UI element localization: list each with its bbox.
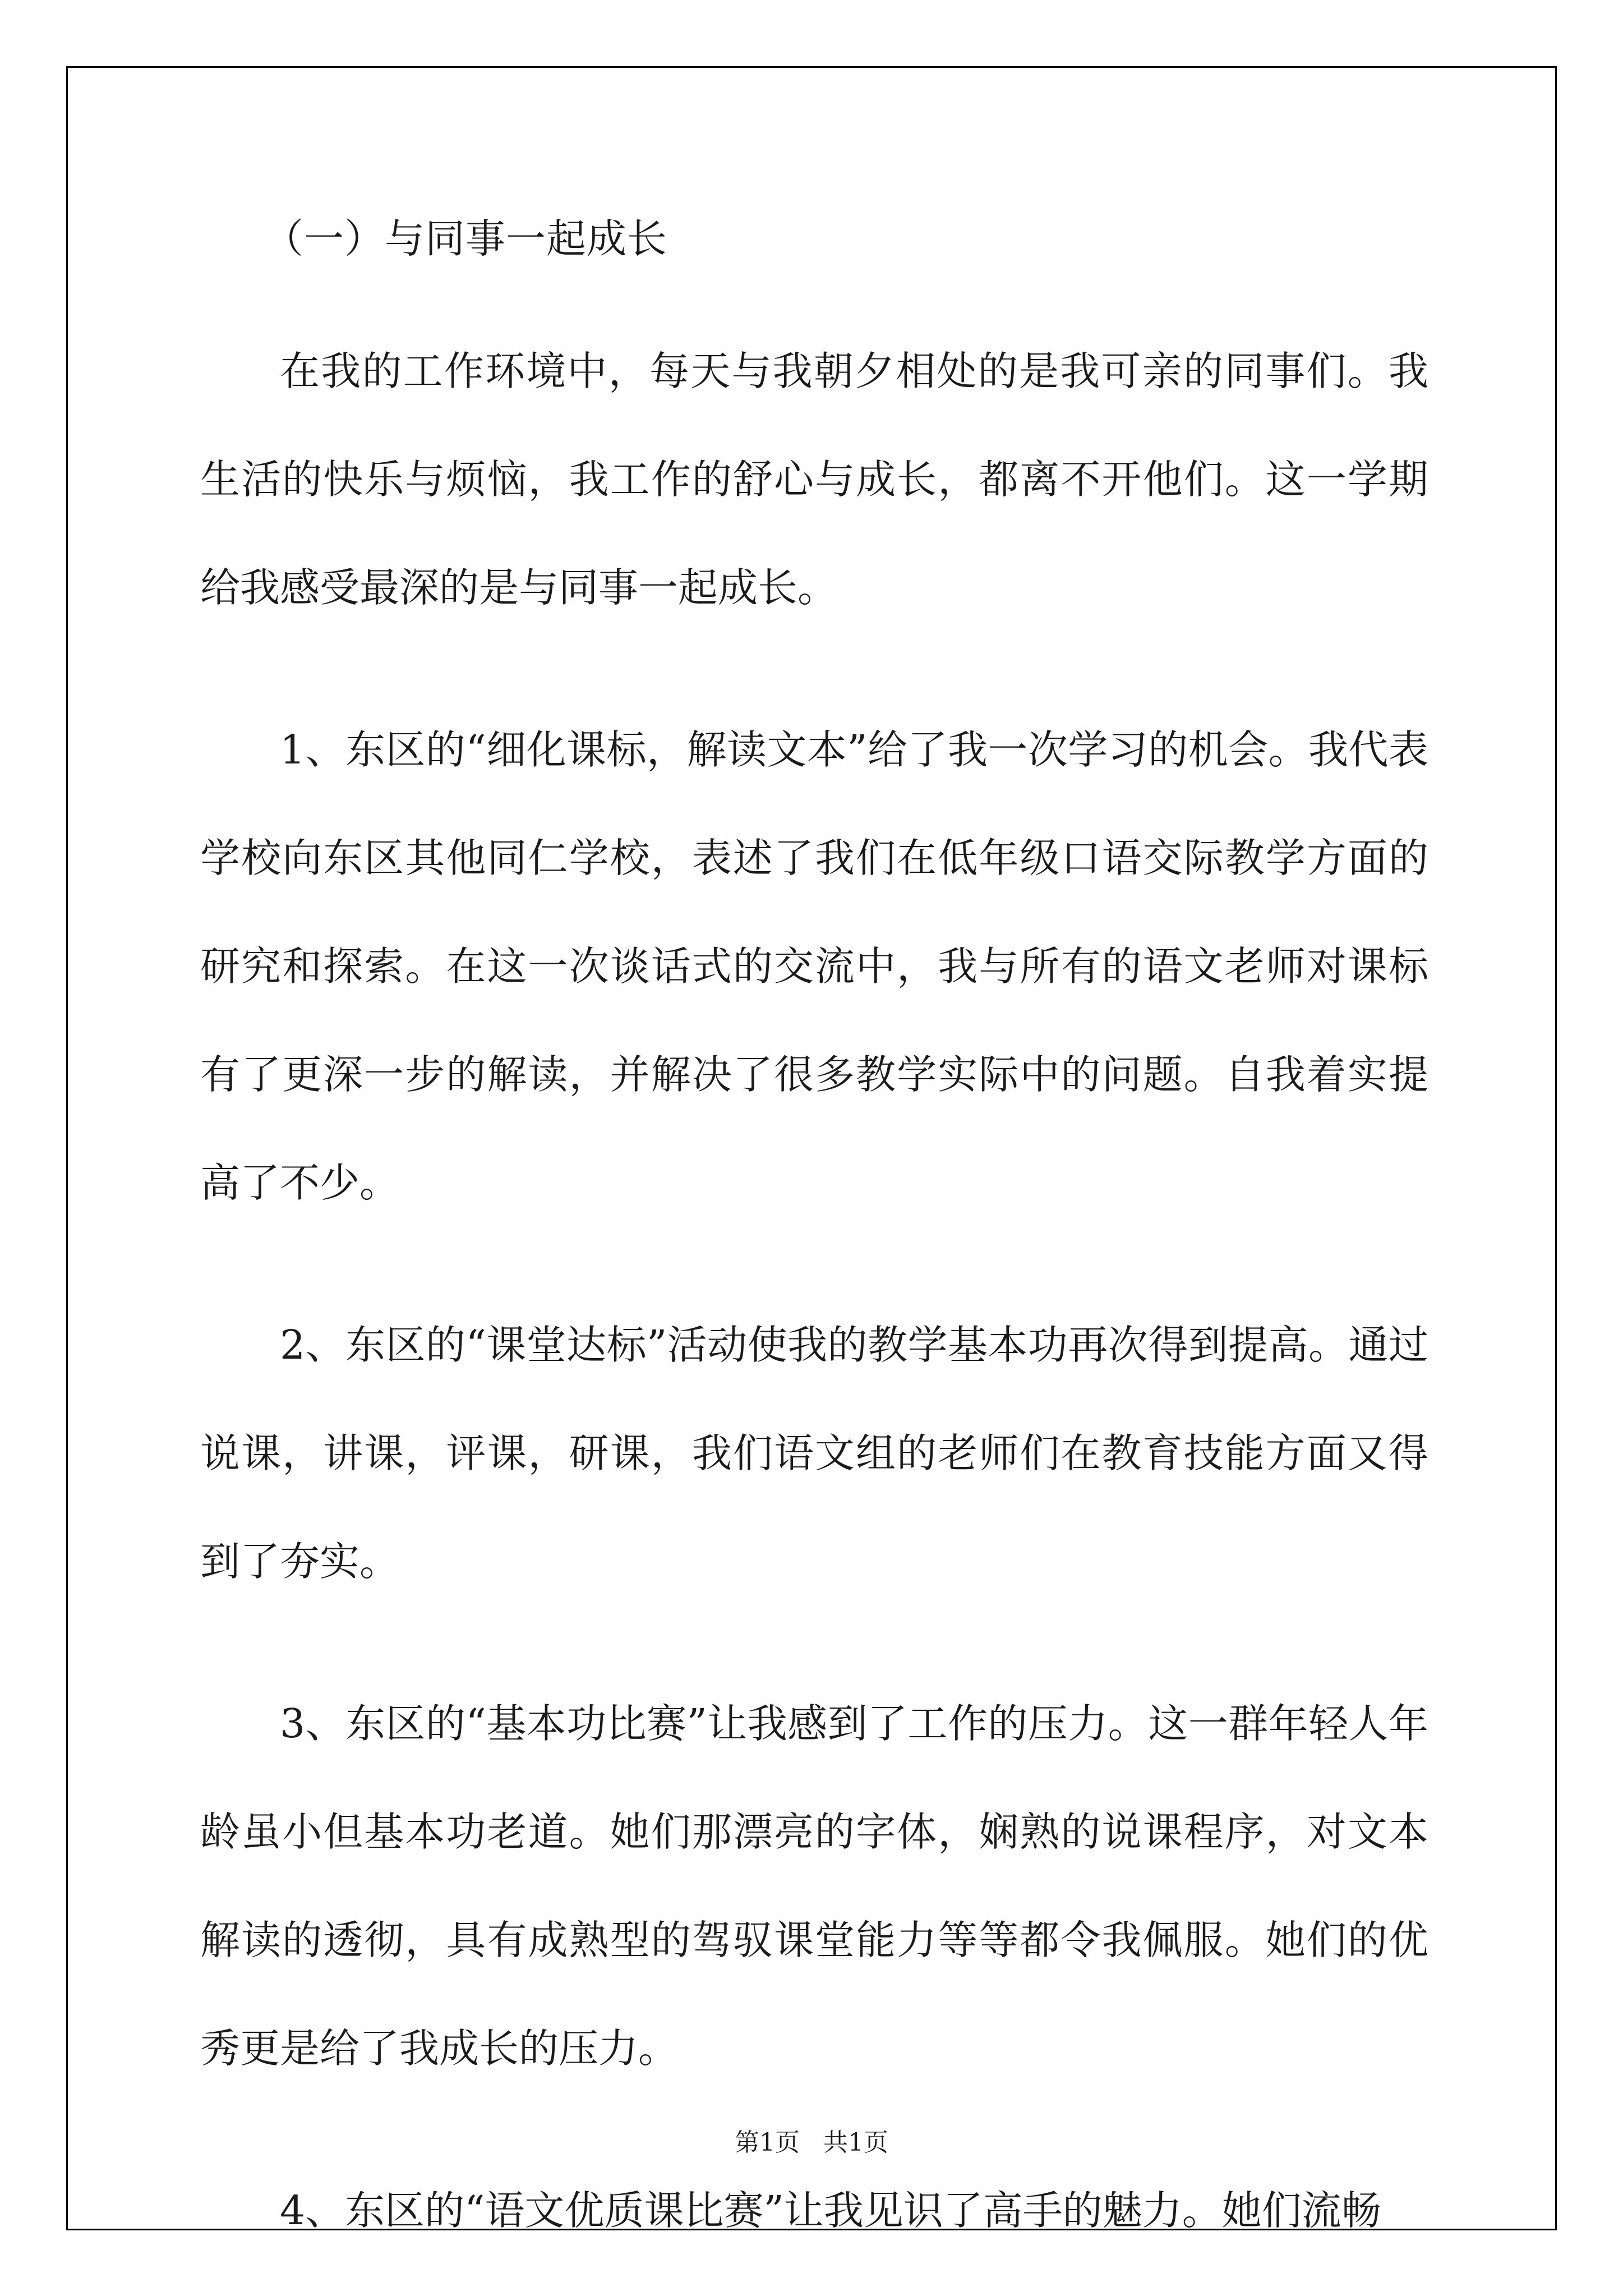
section-heading: （一）与同事一起成长 bbox=[264, 215, 668, 262]
page-footer: 第1页 共1页 bbox=[735, 2128, 888, 2157]
paragraph-item-4: 4、东区的“语文优质课比赛”让我见识了高手的魅力。她们流畅 bbox=[280, 2187, 1381, 2234]
body-text bbox=[200, 317, 1428, 2265]
paragraph-intro: 在我的工作环境中，每天与我朝夕相处的是我可亲的同事们。我生活的快乐与烦恼，我工作的舒心与成长，都离不开他们。这一学期给我感受最深的是与同事一起成长。 bbox=[200, 348, 1428, 611]
paragraph-item-1: 1、东区的“细化课标，解读文本”给了我一次学习的机会。我代表学校向东区其他同仁学校，表述了我们在低年级口语交际教学方面的研究和探索。在这一次谈话式的交流中，我与所有的语文老师对课标有了更深一步的解读，并解决了很多教学实际中的问题。自我着实提高了不少。 bbox=[200, 726, 1428, 1206]
paragraph-item-3: 3、东区的“基本功比赛”让我感到了工作的压力。这一群年轻人年龄虽小但基本功老道。她们那漂亮的字体，娴熟的说课程序，对文本解读的透彻，具有成熟型的驾驭课堂能力等等都令我佩服。她们的优秀更是给了我成长的压力。 bbox=[200, 1700, 1428, 2072]
paragraph-item-2: 2、东区的“课堂达标”活动使我的教学基本功再次得到提高。通过说课，讲课，评课，研课，我们语文组的老师们在教育技能方面又得到了夯实。 bbox=[200, 1322, 1428, 1585]
